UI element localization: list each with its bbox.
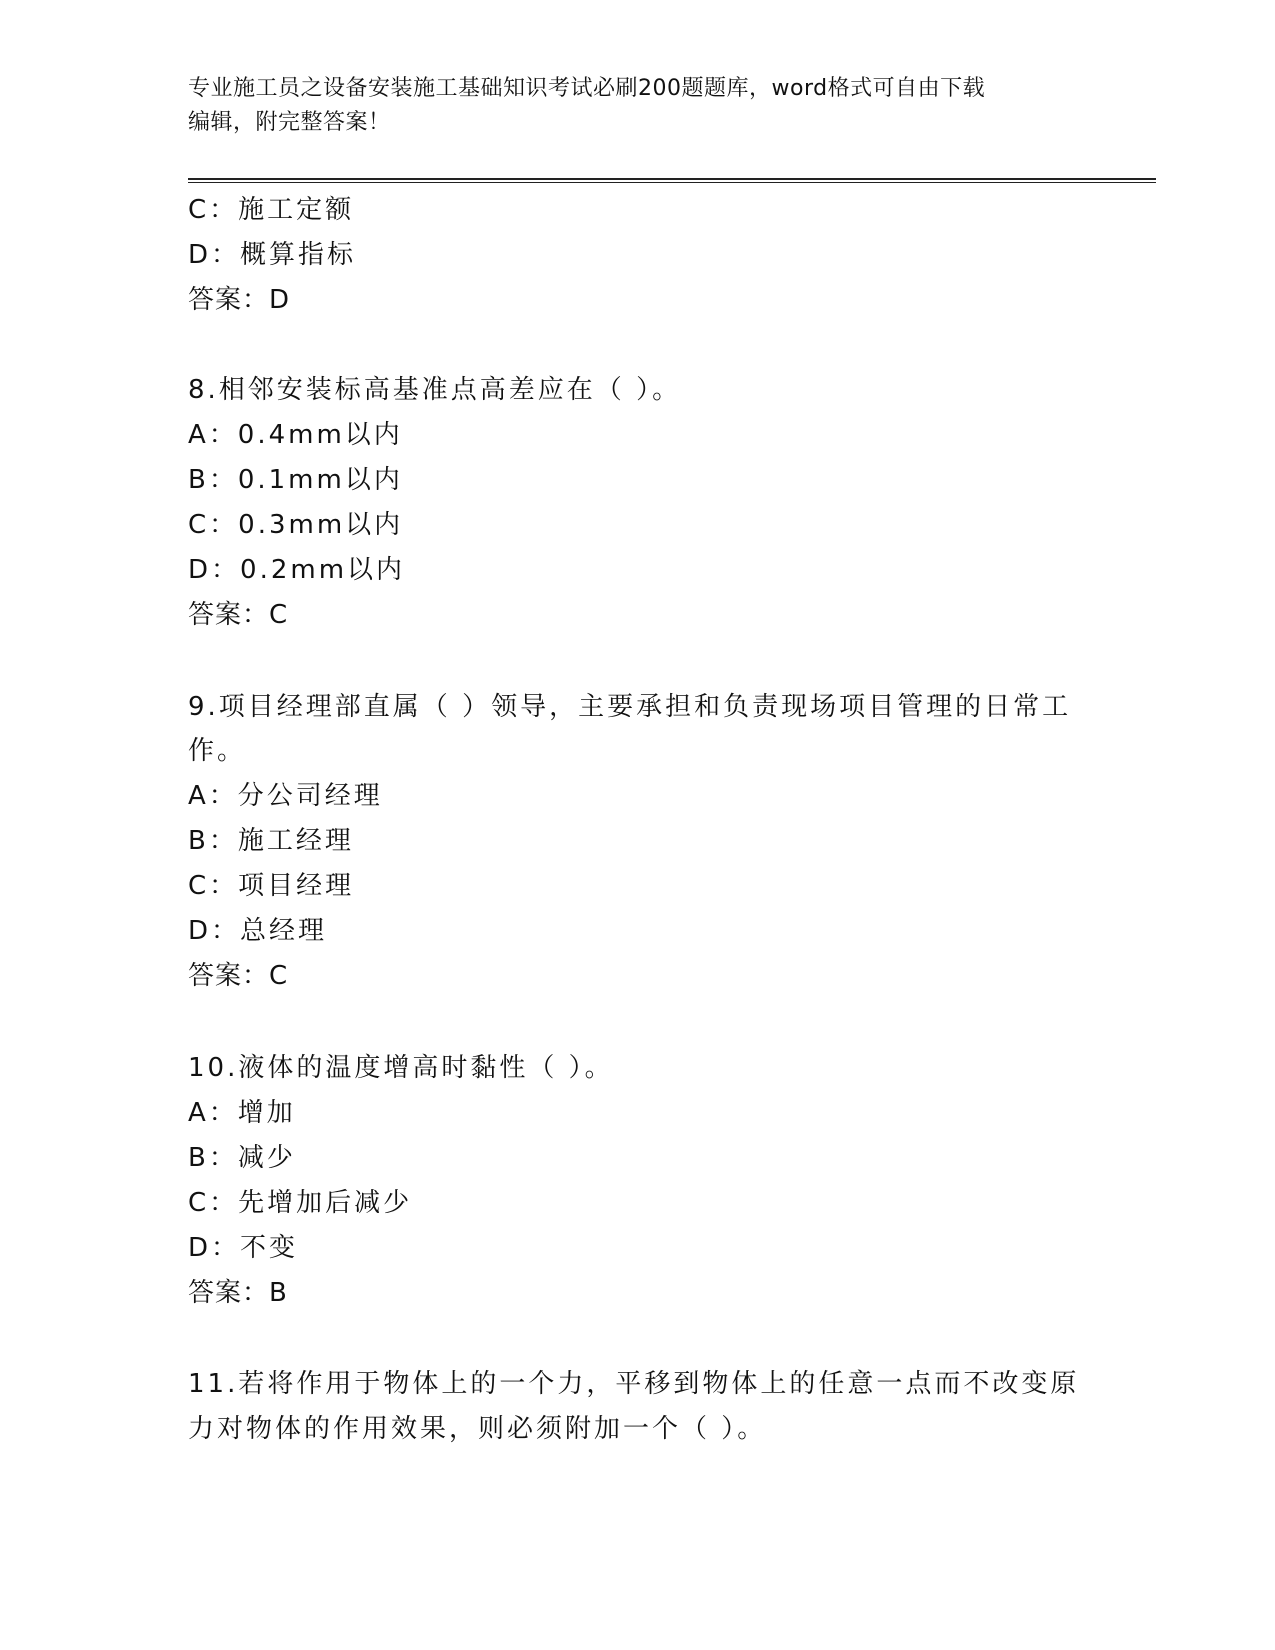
q8-stem: 8.相邻安装标高基准点高差应在（ ）。 xyxy=(188,375,682,405)
q8-answer: 答案：C xyxy=(188,600,289,630)
q10-option-a: A：增加 xyxy=(188,1098,296,1128)
q9-option-b: B：施工经理 xyxy=(188,826,354,856)
q11-stem-line-1: 11.若将作用于物体上的一个力，平移到物体上的任意一点而不改变原 xyxy=(188,1369,1080,1399)
q9-stem-line-2: 作。 xyxy=(188,736,247,766)
q9-option-d: D：总经理 xyxy=(188,916,328,946)
q10-option-c: C：先增加后减少 xyxy=(188,1188,413,1218)
header-line-2: 编辑，附完整答案！ xyxy=(188,110,391,135)
q10-option-b: B：减少 xyxy=(188,1143,296,1173)
q8-option-a: A：0.4mm以内 xyxy=(188,420,403,450)
q9-stem-line-1: 9.项目经理部直属（ ）领导，主要承担和负责现场项目管理的日常工 xyxy=(188,692,1072,722)
q10-option-d: D：不变 xyxy=(188,1233,299,1263)
prev-answer: 答案：D xyxy=(188,285,291,315)
header-line-1: 专业施工员之设备安装施工基础知识考试必刷200题题库，word格式可自由下载 xyxy=(188,76,986,101)
prev-option-d: D：概算指标 xyxy=(188,240,357,270)
q9-option-a: A：分公司经理 xyxy=(188,781,383,811)
prev-option-c: C：施工定额 xyxy=(188,195,355,225)
q8-option-c: C：0.3mm以内 xyxy=(188,510,404,540)
q8-option-b: B：0.1mm以内 xyxy=(188,465,403,495)
header-divider xyxy=(188,178,1156,183)
q10-stem: 10.液体的温度增高时黏性（ ）。 xyxy=(188,1053,614,1083)
q9-option-c: C：项目经理 xyxy=(188,871,355,901)
q10-answer: 答案：B xyxy=(188,1278,288,1308)
page-header xyxy=(188,72,1088,140)
q8-option-d: D：0.2mm以内 xyxy=(188,555,406,585)
q9-answer: 答案：C xyxy=(188,961,289,991)
q11-stem-line-2: 力对物体的作用效果，则必须附加一个（ ）。 xyxy=(188,1414,767,1444)
